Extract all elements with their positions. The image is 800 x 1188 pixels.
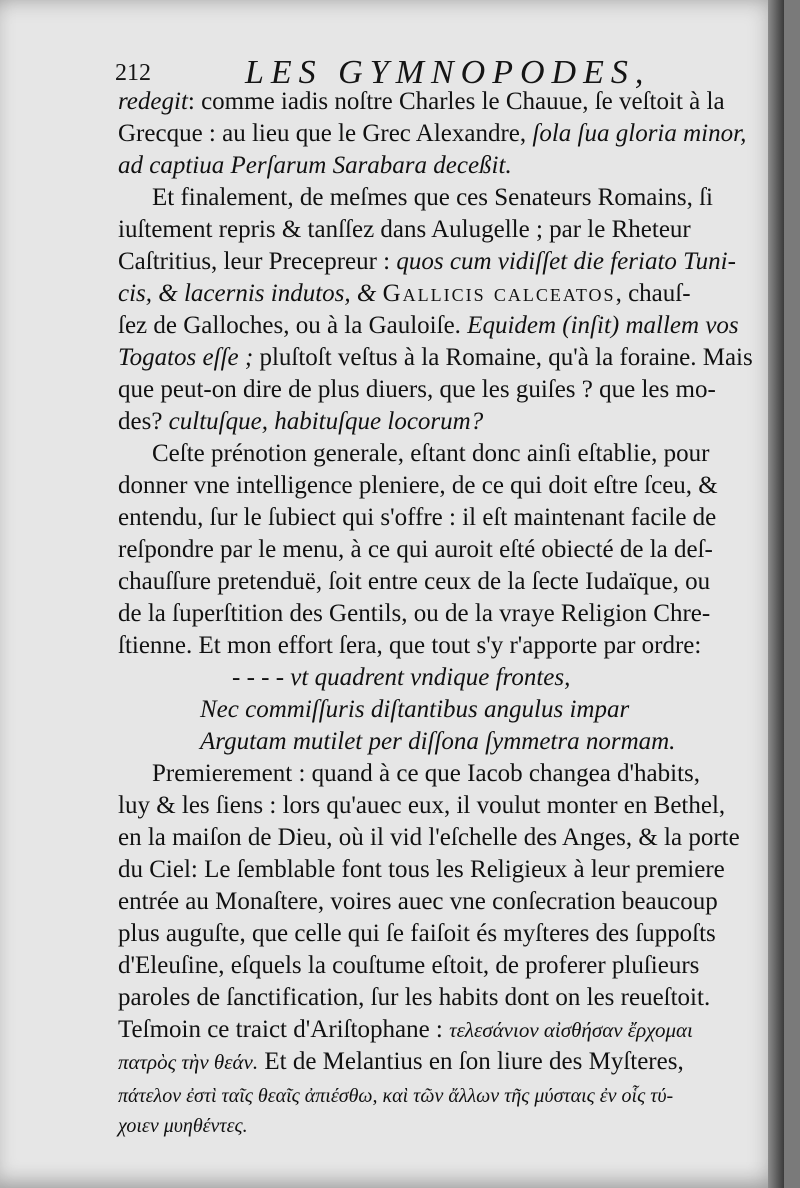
verse-line: Nec commiſſuris diſtantibus angulus impar <box>200 696 630 723</box>
text-line: Premierement : quand à ce que Iacob changea d'habits, <box>152 760 701 787</box>
text-line: que peut-on dire de plus diuers, que les guiſes ? que les mo- <box>118 376 716 403</box>
page-gutter-shadow <box>768 0 784 1188</box>
text-line: Togatos eſſe ; pluſtoſt veſtus à la Romaine, qu'à la foraine. Mais <box>118 344 753 371</box>
text-line: redegit: comme iadis noſtre Charles le Chauue, ſe veſtoit à la <box>118 88 725 115</box>
text-line: ſez de Galloches, ou à la Gauloiſe. Equidem (inſit) mallem vos <box>118 312 739 339</box>
greek-line: πάτελον ἐστὶ ταῖς θεαῖς ἀπιέσθω, καὶ τῶν ἄλλων τῆς μύσταις ἐν οἷς τύ- <box>118 1085 674 1107</box>
text-line: Grecque : au lieu que le Grec Alexandre, ſola ſua gloria minor, <box>118 120 747 147</box>
text-line: Caſtritius, leur Precepreur : quos cum vidiſſet die feriato Tuni- <box>118 248 736 275</box>
text-line: paroles de ſanctification, ſur les habits dont on les reueſtoit. <box>118 984 711 1011</box>
text-line: ſtienne. Et mon effort ſera, que tout s'y r'apporte par ordre: <box>118 632 702 659</box>
text-line: Teſmoin ce traict d'Ariſtophane : τελεσάνιον αἰσθήσαν ἔρχομαι <box>118 1016 693 1043</box>
text-line: d'Eleuſine, eſquels la couſtume eſtoit, de proferer pluſieurs <box>118 952 700 979</box>
text-line: chauſſure pretenduë, ſoit entre ceux de la ſecte Iudaïque, ou <box>118 568 711 595</box>
text-line: ad captiua Perſarum Sarabara deceßit. <box>118 152 512 179</box>
page-number: 212 <box>115 60 151 86</box>
text-line: reſpondre par le menu, à ce qui auroit eſté obiecté de la deſ- <box>118 536 713 563</box>
text-line: donner vne intelligence pleniere, de ce qui doit eſtre ſceu, & <box>118 472 718 499</box>
verse-line: Argutam mutilet per diſſona ſymmetra normam. <box>200 728 676 755</box>
text-line: luy & les ſiens : lors qu'auec eux, il voulut monter en Bethel, <box>118 792 726 819</box>
greek-line: χοιεν μυηθέντες. <box>118 1115 248 1137</box>
text-line: πατρὸς τὴν θεάν. Et de Melantius en ſon liure des Myſteres, <box>118 1048 684 1075</box>
text-line: entendu, ſur le ſubiect qui s'offre : il eſt maintenant facile de <box>118 504 717 531</box>
verse-line: - - - - vt quadrent vndique frontes, <box>232 664 571 691</box>
text-line: Ceſte prénotion generale, eſtant donc ainſi eſtablie, pour <box>152 440 710 467</box>
text-line: des? cultuſque, habituſque locorum? <box>118 408 484 435</box>
text-line: en la maiſon de Dieu, où il vid l'eſchelle des Anges, & la porte <box>118 824 740 851</box>
text-line: de la ſuperſtition des Gentils, ou de la vraye Religion Chre- <box>118 600 711 627</box>
text-line: entrée au Monaſtere, voires auec vne conſecration beaucoup <box>118 888 718 915</box>
text-line: plus auguſte, que celle qui ſe faiſoit és myſteres des ſuppoſts <box>118 920 716 947</box>
text-line: du Ciel: Le ſemblable font tous les Religieux à leur premiere <box>118 856 725 883</box>
text-line: Et finalement, de meſmes que ces Senateurs Romains, ſi <box>152 184 713 211</box>
text-line: cis, & lacernis indutos, & Gallicis calceatos, chauſ- <box>118 280 691 307</box>
text-line: iuſtement repris & tanſſez dans Aulugelle ; par le Rheteur <box>118 216 691 243</box>
running-title: LES GYMNOPODES, <box>245 54 651 91</box>
